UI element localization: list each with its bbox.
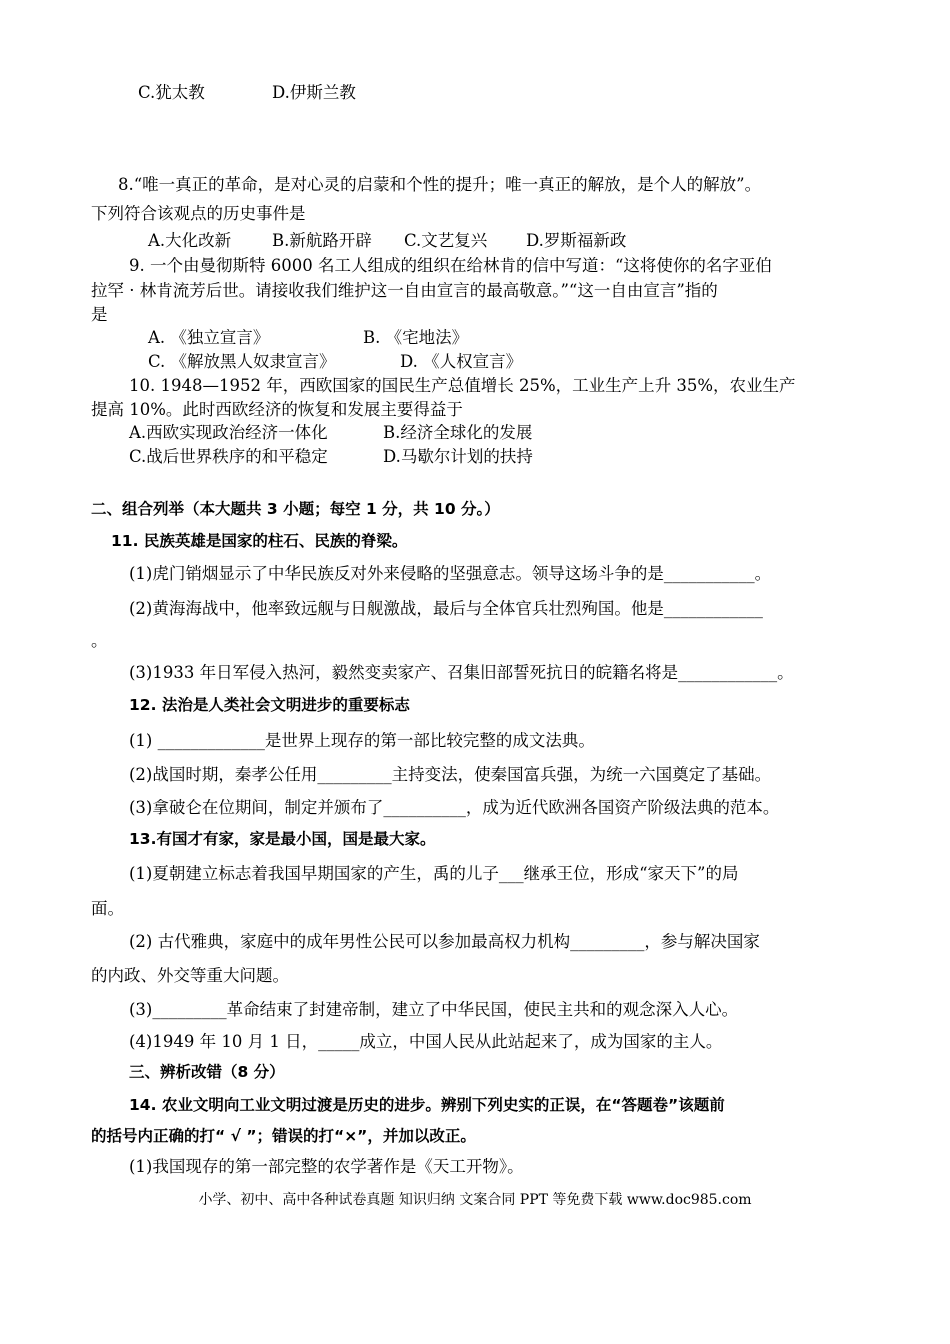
q13-part1-cont: 面。 bbox=[91, 899, 124, 918]
page-footer: 小学、初中、高中各种试卷真题 知识归纳 文案合同 PPT 等免费下载 www.doc985.com bbox=[198, 1192, 752, 1208]
q8-option-d: D.罗斯福新政 bbox=[526, 231, 627, 250]
q9-stem-line3: 是 bbox=[91, 305, 108, 324]
q11-part1: (1)虎门销烟显示了中华民族反对外来侵略的坚强意志。领导这场斗争的是___________。 bbox=[129, 564, 772, 583]
q14-stem-line1: 14. 农业文明向工业文明过渡是历史的进步。辨别下列史实的正误，在“答题卷”该题前 bbox=[129, 1096, 725, 1114]
q14-part1: (1)我国现存的第一部完整的农学著作是《天工开物》。 bbox=[129, 1157, 524, 1176]
q8-stem-line2: 下列符合该观点的历史事件是 bbox=[91, 204, 306, 223]
q13-part3: (3)_________革命结束了封建帝制，建立了中华民国，使民主共和的观念深入人心。 bbox=[129, 1000, 739, 1019]
q13-part2-cont: 的内政、外交等重大问题。 bbox=[91, 966, 289, 985]
q10-stem-line1: 10. 1948—1952 年，西欧国家的国民生产总值增长 25%，工业生产上升 35%，农业生产 bbox=[129, 376, 796, 395]
q9-option-b: B. 《宅地法》 bbox=[363, 328, 469, 347]
q11-part2: (2)黄海海战中，他率致远舰与日舰激战，最后与全体官兵壮烈殉国。他是____________ bbox=[129, 599, 763, 618]
q11-part2-cont: 。 bbox=[91, 631, 108, 650]
q9-stem-line2: 拉罕 · 林肯流芳后世。请接收我们维护这一自由宣言的最高敬意。”“这一自由宣言”指的 bbox=[91, 281, 718, 300]
q10-stem-line2: 提高 10%。此时西欧经济的恢复和发展主要得益于 bbox=[91, 400, 463, 419]
q11-part3: (3)1933 年日军侵入热河，毅然变卖家产、召集旧部誓死抗日的皖籍名将是____________。 bbox=[129, 663, 794, 682]
section3-title: 三、辨析改错（8 分） bbox=[129, 1063, 285, 1081]
q10-option-c: C.战后世界秩序的和平稳定 bbox=[129, 447, 328, 466]
q9-option-c: C. 《解放黑人奴隶宣言》 bbox=[148, 352, 336, 371]
q13-part1: (1)夏朝建立标志着我国早期国家的产生，禹的儿子___继承王位，形成“家天下”的局 bbox=[129, 864, 739, 883]
q12-part3: (3)拿破仑在位期间，制定并颁布了__________，成为近代欧洲各国资产阶级法典的范本。 bbox=[129, 798, 780, 817]
q10-option-b: B.经济全球化的发展 bbox=[383, 423, 533, 442]
q9-option-a: A. 《独立宣言》 bbox=[148, 328, 270, 347]
q12-part1: (1) _____________是世界上现存的第一部比较完整的成文法典。 bbox=[129, 731, 595, 750]
section2-title: 二、组合列举（本大题共 3 小题；每空 1 分，共 10 分。） bbox=[91, 500, 500, 518]
q9-option-d: D. 《人权宣言》 bbox=[400, 352, 523, 371]
q10-option-a: A.西欧实现政治经济一体化 bbox=[129, 423, 328, 442]
q12-part2: (2)战国时期，秦孝公任用_________主持变法，使秦国富兵强，为统一六国奠定了基础。 bbox=[129, 765, 772, 784]
q7-option-d: D.伊斯兰教 bbox=[272, 83, 356, 102]
q13-stem: 13.有国才有家，家是最小国，国是最大家。 bbox=[129, 830, 436, 848]
q11-stem: 11. 民族英雄是国家的柱石、民族的脊梁。 bbox=[111, 532, 408, 550]
q14-stem-line2: 的括号内正确的打“ √ ”；错误的打“×”，并加以改正。 bbox=[91, 1127, 476, 1145]
q8-stem-line1: 8.“唯一真正的革命，是对心灵的启蒙和个性的提升；唯一真正的解放，是个人的解放”。 bbox=[118, 175, 762, 194]
q13-part4: (4)1949 年 10 月 1 日，_____成立，中国人民从此站起来了，成为国家的主人。 bbox=[129, 1032, 723, 1051]
q13-part2: (2) 古代雅典，家庭中的成年男性公民可以参加最高权力机构_________，参与解决国家 bbox=[129, 932, 760, 951]
q8-option-c: C.文艺复兴 bbox=[404, 231, 488, 250]
q12-stem: 12. 法治是人类社会文明进步的重要标志 bbox=[129, 696, 410, 714]
q7-option-c: C.犹太教 bbox=[138, 83, 205, 102]
q8-option-a: A.大化改新 bbox=[148, 231, 232, 250]
q9-stem-line1: 9. 一个由曼彻斯特 6000 名工人组成的组织在给林肯的信中写道：“这将使你的名字亚伯 bbox=[129, 256, 772, 275]
q10-option-d: D.马歇尔计划的扶持 bbox=[383, 447, 533, 466]
q8-option-b: B.新航路开辟 bbox=[272, 231, 372, 250]
